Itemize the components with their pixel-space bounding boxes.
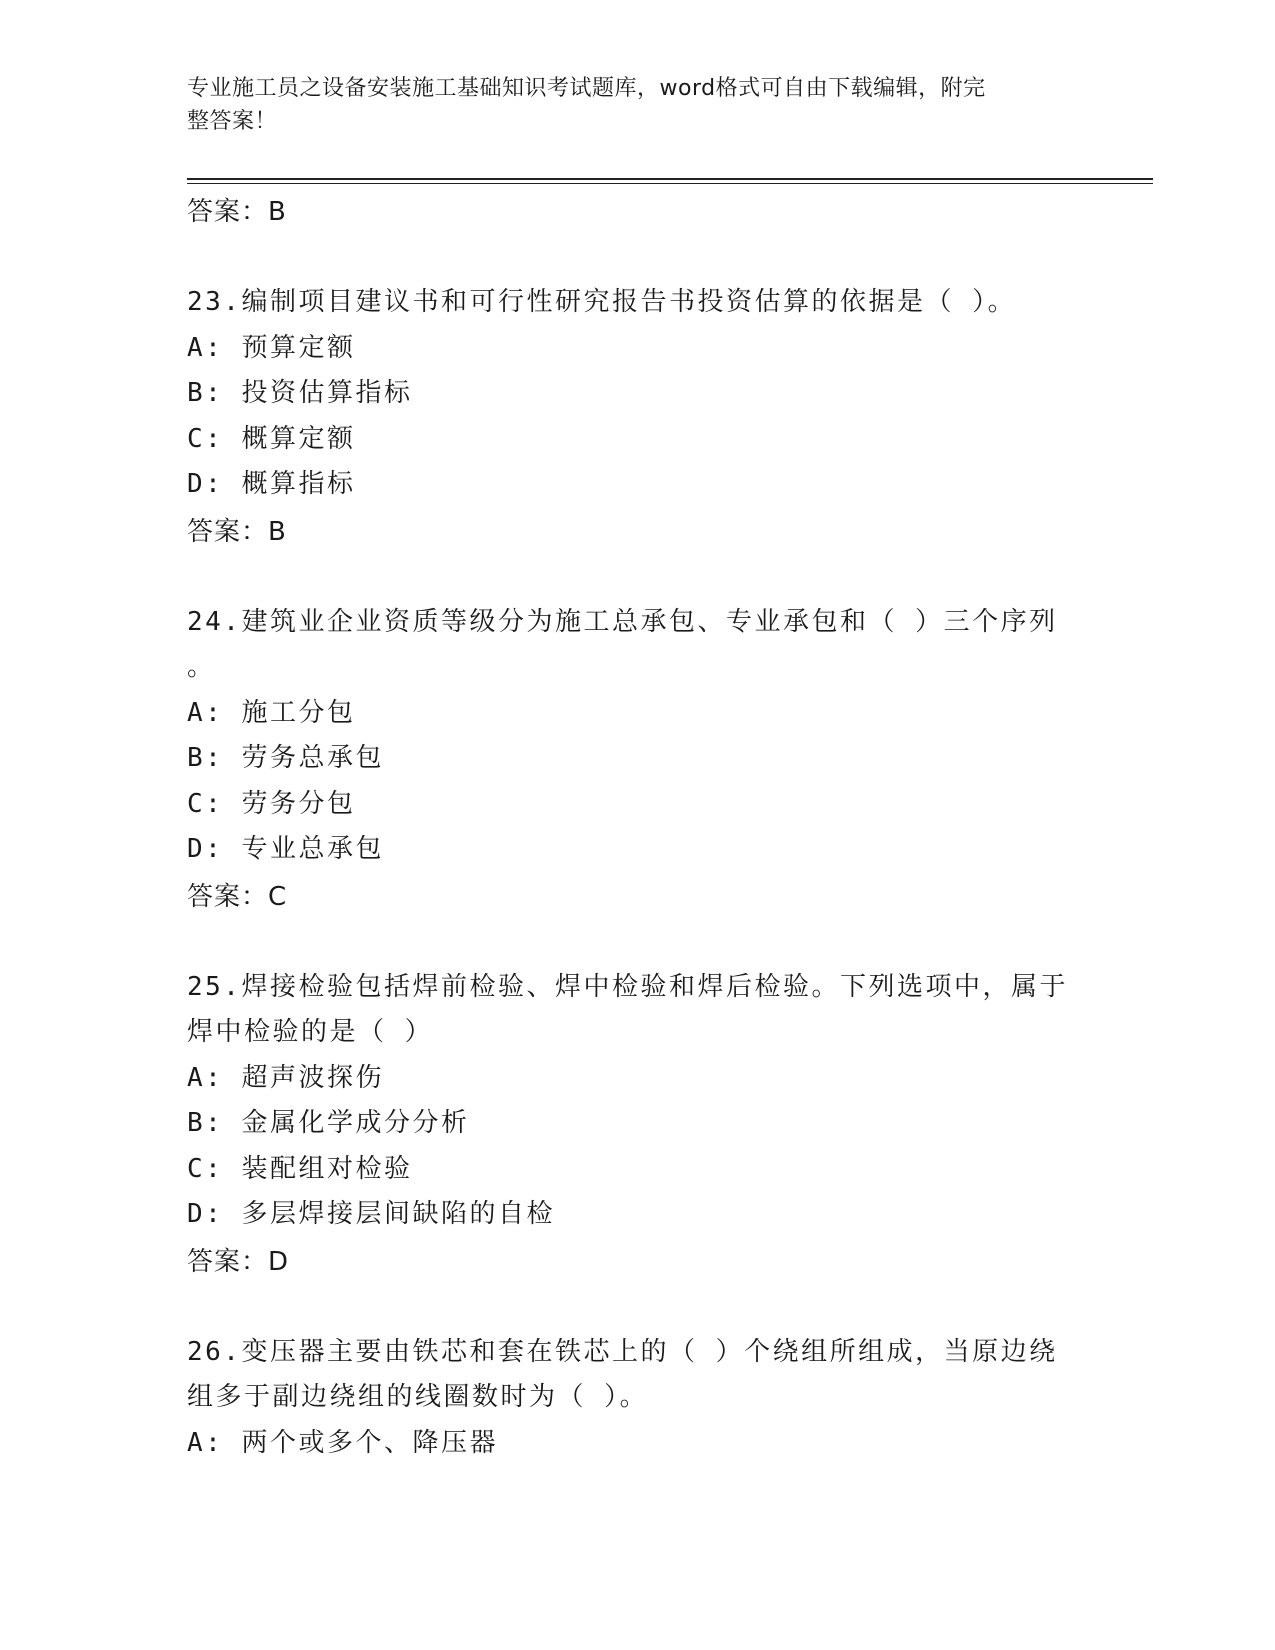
question-stem-line: 23.编制项目建议书和可行性研究报告书投资估算的依据是（ ）。 [187,287,1017,317]
question-block [187,1330,1087,1467]
question-stem-line: 25.焊接检验包括焊前检验、焊中检验和焊后检验。下列选项中，属于 [187,971,1068,1002]
option-b: B: 金属化学成分分析 [187,1108,470,1138]
answer-line: 答案：B [187,516,287,547]
question-stem [187,1330,1087,1421]
option-a: A: 两个或多个、降压器 [187,1427,498,1458]
option-c: C: 劳务分包 [187,788,356,819]
question-block [187,280,1087,556]
option-c: C: 概算定额 [187,423,356,454]
header-line-1: 专业施工员之设备安装施工基础知识考试题库，word格式可自由下载编辑，附完 [187,76,986,101]
option-d: D: 多层焊接层间缺陷的自检 [187,1199,555,1229]
option-a: A: 预算定额 [187,332,356,363]
option-b: B: 投资估算指标 [187,378,413,408]
question-stem-line: 焊中检验的是（ ） [187,1017,434,1047]
answer-line: 答案：B [187,197,287,227]
header-divider-thin [187,183,1153,184]
spacer [187,236,1087,280]
option-a: A: 施工分包 [187,697,356,728]
spacer [187,921,1087,965]
question-stem-line: 。 [187,652,216,682]
option-b: B: 劳务总承包 [187,743,384,773]
question-block [187,965,1087,1286]
answer-line: 答案：D [187,1246,290,1277]
question-stem-line: 组多于副边绕组的线圈数时为（ ）。 [187,1382,649,1412]
question-block [187,600,1087,921]
header-divider-thick [187,178,1153,180]
option-a: A: 超声波探伤 [187,1062,384,1093]
option-d: D: 专业总承包 [187,834,384,864]
question-stem-line: 24.建筑业企业资质等级分为施工总承包、专业承包和（ ）三个序列 [187,606,1058,637]
option-d: D: 概算指标 [187,469,356,499]
header-line-2: 整答案！ [187,109,278,134]
question-stem [187,965,1087,1056]
question-stem-line: 26.变压器主要由铁芯和套在铁芯上的（ ）个绕组所组成，当原边绕 [187,1336,1058,1367]
option-c: C: 装配组对检验 [187,1153,413,1184]
question-stem [187,280,1087,326]
document-body [187,188,1087,1466]
answer-line: 答案：C [187,881,288,912]
spacer [187,1286,1087,1330]
document-header [187,72,1067,138]
spacer [187,556,1087,600]
question-stem [187,600,1087,691]
